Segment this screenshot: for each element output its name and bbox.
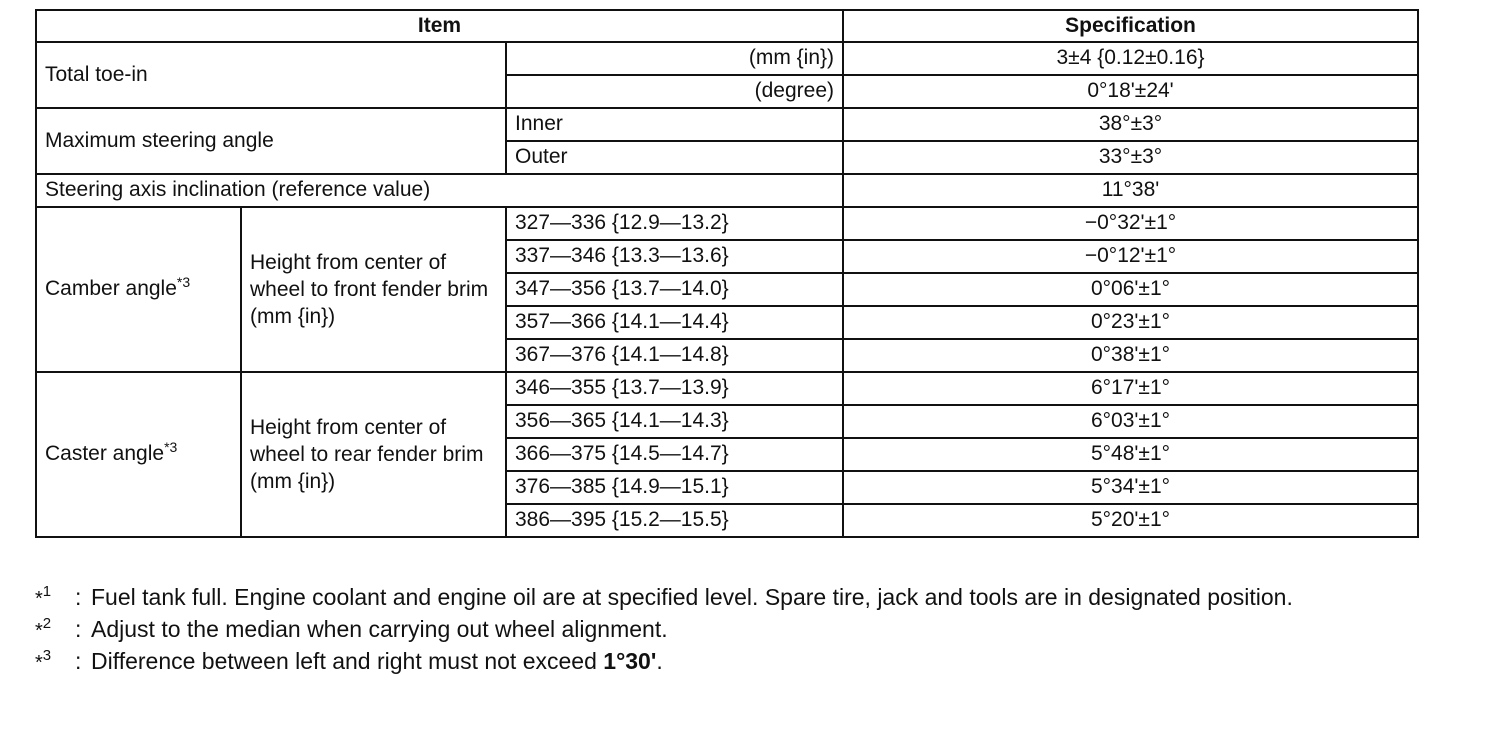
toe-in-value: 0°18'±24' xyxy=(843,75,1418,108)
header-specification: Specification xyxy=(843,10,1418,42)
toe-in-row-mm xyxy=(36,42,1418,75)
caster-condition: Height from center of wheel to rear fender brim (mm {in}) xyxy=(241,372,506,537)
header-row xyxy=(36,10,1418,42)
footnote-marker: *$^1$ xyxy=(35,583,52,610)
caster-value: 5°20'±1° xyxy=(843,504,1418,537)
camber-condition: Height from center of wheel to front fender brim (mm {in}) xyxy=(241,207,506,372)
steering-axis-value: 11°38' xyxy=(843,174,1418,207)
footnote-marker: *$^3$ xyxy=(35,647,52,674)
steering-axis-row xyxy=(36,174,1418,207)
footnote-marker: *$^2$ xyxy=(35,615,52,642)
caster-height: 366—375 {14.5—14.7} xyxy=(506,438,843,471)
header-item: Item xyxy=(36,10,843,42)
toe-in-value: 3±4 {0.12±0.16} xyxy=(843,42,1418,75)
caster-height: 356—365 {14.1—14.3} xyxy=(506,405,843,438)
camber-value: 0°06'±1° xyxy=(843,273,1418,306)
steering-side: Outer xyxy=(506,141,843,174)
max-steering-label: Maximum steering angle xyxy=(36,108,506,174)
footnote-text: Fuel tank full. Engine coolant and engine oil are at specified level. Spare tire, jack and tools are in designated position. xyxy=(91,584,1293,610)
camber-value: −0°12'±1° xyxy=(843,240,1418,273)
camber-height: 337—346 {13.3—13.6} xyxy=(506,240,843,273)
camber-value: 0°23'±1° xyxy=(843,306,1418,339)
footnotes xyxy=(35,583,1455,679)
caster-value: 6°17'±1° xyxy=(843,372,1418,405)
caster-label: Caster angle xyxy=(45,442,165,466)
camber-row xyxy=(36,207,1418,240)
camber-label-cell xyxy=(36,207,241,372)
caster-row xyxy=(36,372,1418,405)
steering-value: 38°±3° xyxy=(843,108,1418,141)
camber-footnote-ref: *3 xyxy=(176,274,191,291)
wheel-alignment-spec-table xyxy=(35,9,1419,538)
camber-value: −0°32'±1° xyxy=(843,207,1418,240)
footnote: *$^2$ : Adjust to the median when carrying out wheel alignment. xyxy=(35,615,1455,647)
toe-in-unit: (degree) xyxy=(506,75,843,108)
caster-value: 5°48'±1° xyxy=(843,438,1418,471)
footnote: *$^3$ : Difference between left and right must not exceed 1°30'. xyxy=(35,647,1455,679)
toe-in-unit: (mm {in}) xyxy=(506,42,843,75)
toe-in-label: Total toe-in xyxy=(36,42,506,108)
footnote-emphasis: 1°30' xyxy=(603,648,657,674)
steering-inner-row xyxy=(36,108,1418,141)
camber-height: 367—376 {14.1—14.8} xyxy=(506,339,843,372)
camber-value: 0°38'±1° xyxy=(843,339,1418,372)
caster-footnote-ref: *3 xyxy=(164,439,178,456)
footnote: *$^1$ : Fuel tank full. Engine coolant and engine oil are at specified level. Spare tire, jack and tools are in designated position. xyxy=(35,583,1455,615)
caster-label-cell xyxy=(36,372,241,537)
caster-height: 346—355 {13.7—13.9} xyxy=(506,372,843,405)
steering-axis-label: Steering axis inclination (reference value) xyxy=(36,174,843,207)
footnote-text: Difference between left and right must not exceed 1°30'. xyxy=(91,648,663,674)
steering-value: 33°±3° xyxy=(843,141,1418,174)
camber-height: 347—356 {13.7—14.0} xyxy=(506,273,843,306)
caster-value: 6°03'±1° xyxy=(843,405,1418,438)
caster-value: 5°34'±1° xyxy=(843,471,1418,504)
caster-height: 386—395 {15.2—15.5} xyxy=(506,504,843,537)
footnote-text: Adjust to the median when carrying out wheel alignment. xyxy=(91,616,668,642)
camber-height: 357—366 {14.1—14.4} xyxy=(506,306,843,339)
camber-label: Camber angle xyxy=(45,277,177,301)
steering-side: Inner xyxy=(506,108,843,141)
caster-height: 376—385 {14.9—15.1} xyxy=(506,471,843,504)
camber-height: 327—336 {12.9—13.2} xyxy=(506,207,843,240)
